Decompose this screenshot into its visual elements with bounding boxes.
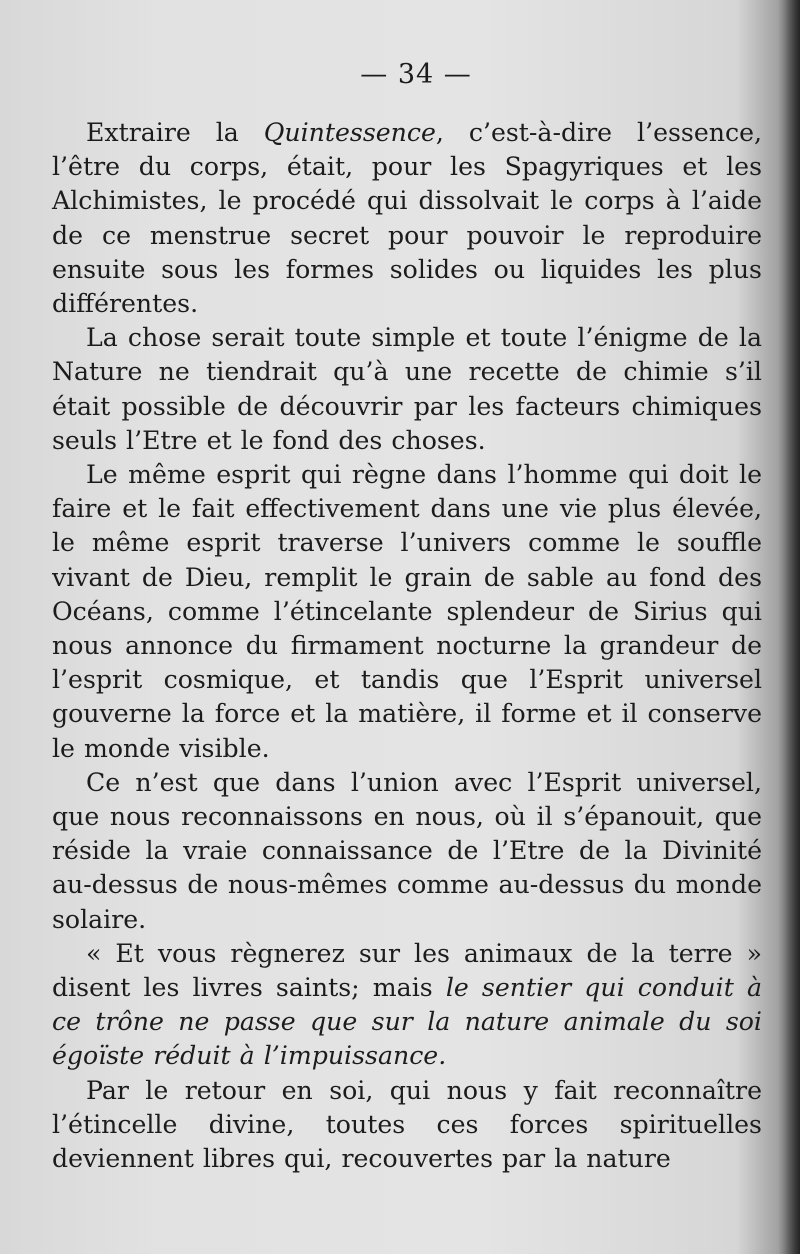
paragraph-5-text-start: « Et vous règnerez sur les animaux de la terre » disent les livres saints; mais (52, 938, 762, 1003)
paragraph-5-emphasis: le sentier qui conduit à ce trône ne passe que sur la nature animale du soi égoïste réduit à l’impuissance. (52, 973, 762, 1071)
paragraph-3: Le même esprit qui règne dans l’homme qui doit le faire et le fait effectivement dans une vie plus élevée, le même esprit traverse l’univers comme le souffle vivant de Dieu, remplit le grain de sable au fond des Océans, comme l’étincelante splendeur de Sirius qui nous annonce du firmament nocturne la grandeur de l’esprit cosmique, et tandis que l’Esprit universel gouverne la force et la matière, il forme et il conserve le monde visible. (52, 460, 762, 763)
paragraph-6: Par le retour en soi, qui nous y fait reconnaître l’étincelle divine, toutes ces forces spirituelles deviennent libres qui, recouvertes par la nature (52, 1075, 762, 1174)
page-number: — 34 — (360, 59, 472, 90)
paragraph-1 (52, 116, 762, 321)
paragraph-5 (52, 937, 762, 1074)
paragraph-1-text-end: , c’est-à-dire l’essence, l’être du corps, était, pour les Spagyriques et les Alchimistes, le procédé qui dissolvait le corps à l’aide de ce menstrue secret pour pouvoir le reproduire ensuite sous les formes solides ou liquides les plus différentes. (52, 118, 762, 319)
paragraph-1-emphasis: Quintessence (263, 118, 436, 147)
paragraph-4: Ce n’est que dans l’union avec l’Esprit universel, que nous reconnaissons en nous, où il s’épanouit, que réside la vraie connaissance de l’Etre de la Divinité au-dessus de nous-mêmes comme au-dessus du monde solaire. (52, 767, 762, 934)
paragraph-2: La chose serait toute simple et toute l’énigme de la Nature ne tiendrait qu’à une recette de chimie s’il était possible de découvrir par les facteurs chimiques seuls l’Etre et le fond des choses. (52, 323, 762, 455)
paragraph-1-text-start: Extraire la (86, 118, 264, 147)
